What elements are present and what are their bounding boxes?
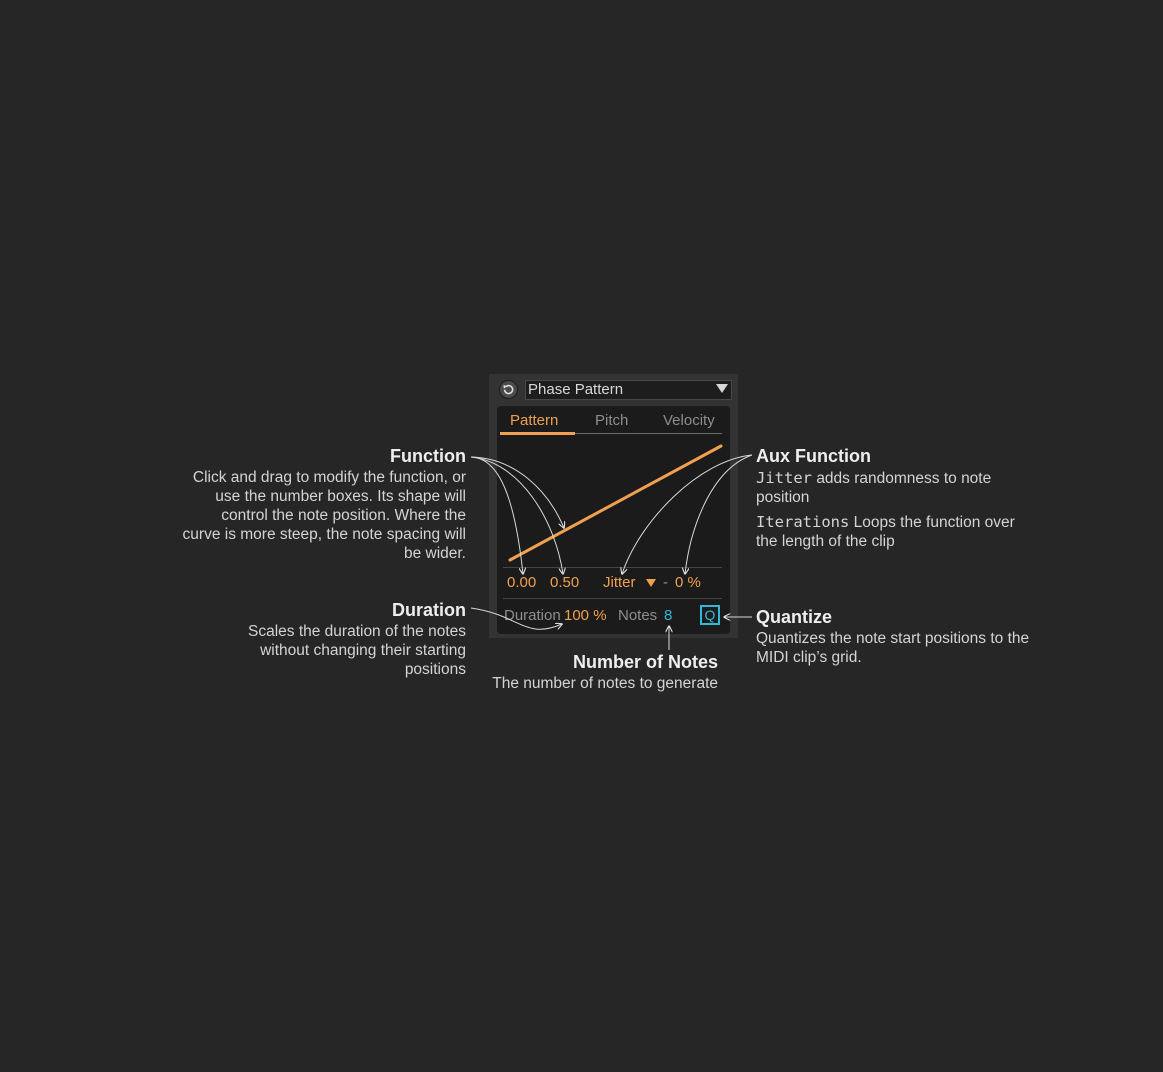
chevron-down-icon[interactable]	[716, 384, 728, 393]
divider	[503, 567, 722, 568]
quantize-button[interactable]: Q	[700, 605, 720, 625]
function-editor[interactable]	[497, 436, 730, 566]
quantize-annotation-title: Quantize	[756, 607, 833, 627]
number-of-notes-annotation-title: Number of Notes	[572, 652, 718, 672]
preset-name: Phase Pattern	[528, 381, 624, 398]
reset-button[interactable]	[499, 380, 518, 399]
aux-separator: -	[663, 574, 668, 591]
iterations-term: Iterations	[756, 513, 850, 531]
aux-function-mode[interactable]: Jitter	[603, 574, 636, 591]
notes-label: Notes	[618, 607, 658, 624]
function-annotation-title: Function	[390, 446, 466, 466]
function-start-number-box[interactable]: 0.00	[507, 574, 537, 591]
aux-amount-number-box[interactable]: 0 %	[675, 574, 701, 591]
iterations-text: Loops the function over the length of the clip	[756, 514, 1015, 550]
function-annotation-text: Click and drag to modify the function, or use the number boxes. Its shape will control the note position. Where the curve is more steep, the note spacing will be wider.	[182, 469, 466, 562]
duration-number-box[interactable]: 100 %	[564, 607, 607, 624]
divider	[503, 598, 722, 599]
tab-pitch[interactable]: Pitch	[595, 412, 629, 429]
aux-jitter-annotation	[756, 469, 1016, 507]
aux-iterations-annotation	[756, 513, 1036, 551]
notes-number-box[interactable]: 8	[664, 607, 673, 624]
jitter-text: adds randomness to note position	[756, 470, 992, 506]
aux-function-annotation-title: Aux Function	[756, 446, 871, 466]
jitter-term: Jitter	[756, 469, 812, 487]
duration-annotation-title: Duration	[392, 600, 466, 620]
active-tab-indicator	[500, 432, 575, 435]
number-of-notes-annotation-text: The number of notes to generate	[492, 675, 718, 692]
duration-annotation-text: Scales the duration of the notes without changing their starting positions	[247, 623, 466, 678]
tab-pattern[interactable]: Pattern	[510, 412, 559, 429]
tab-velocity[interactable]: Velocity	[663, 412, 715, 429]
quantize-annotation-text: Quantizes the note start positions to the MIDI clip’s grid.	[756, 630, 1030, 666]
reset-icon	[503, 384, 514, 395]
chevron-down-icon[interactable]	[646, 579, 656, 587]
function-curve[interactable]	[510, 446, 721, 560]
duration-label: Duration	[504, 607, 561, 624]
function-end-number-box[interactable]: 0.50	[550, 574, 580, 591]
